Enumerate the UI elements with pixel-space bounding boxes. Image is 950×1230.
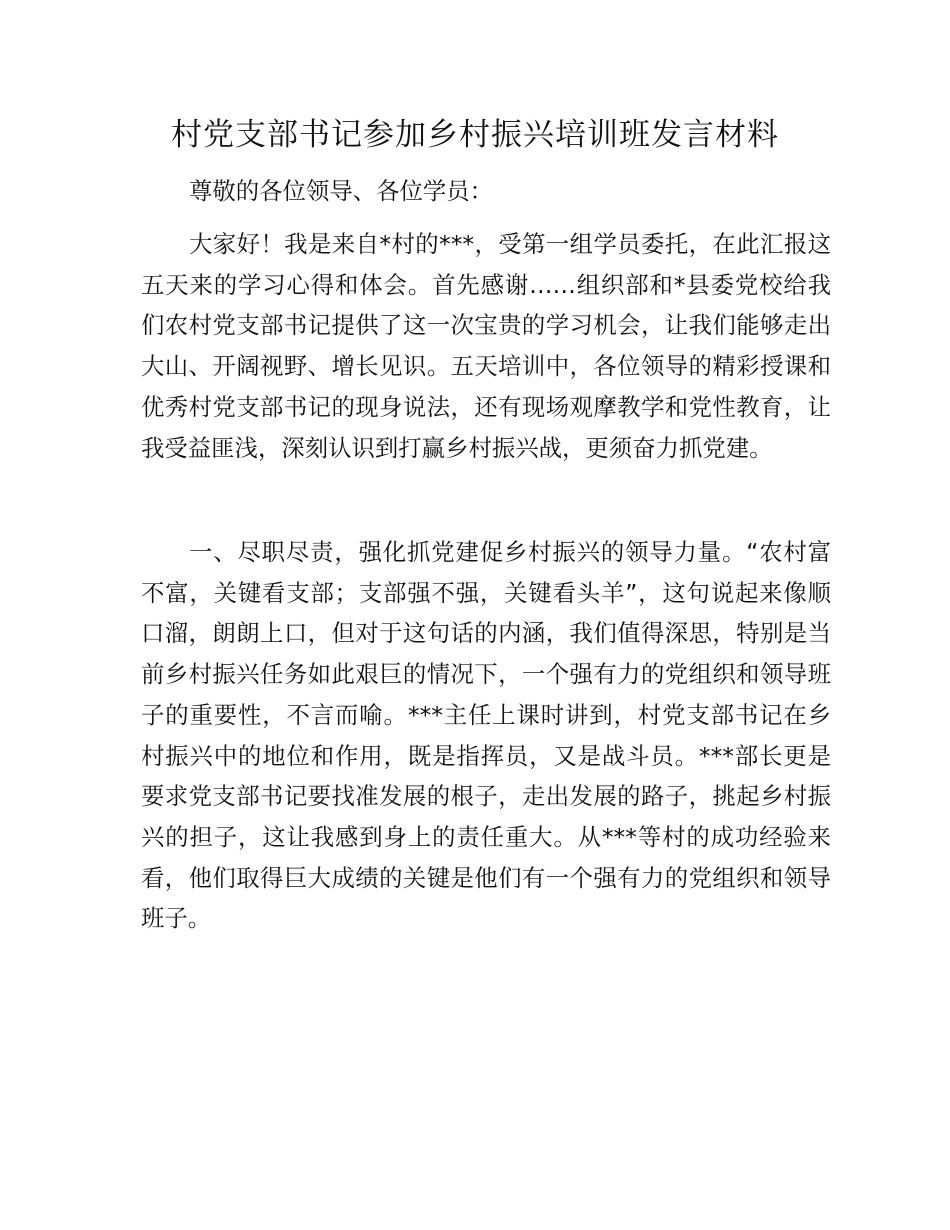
document-title: 村党支部书记参加乡村振兴培训班发言材料 xyxy=(171,117,779,153)
paragraph-intro: 大家好！我是来自*村的***，受第一组学员委托，在此汇报这五天来的学习心得和体会。首先感谢……组织部和*县委党校给我们农村党支部书记提供了这一次宝贵的学习机会，让我们能够走出大山、开阔视野、增长见识。五天培训中，各位领导的精彩授课和优秀村党支部书记的现身说法，还有现场观摩教学和党性教育，让我受益匪浅，深刻认识到打赢乡村振兴战，更须奋力抓党建。 xyxy=(141,230,831,462)
paragraph-section-one: 一、尽职尽责，强化抓党建促乡村振兴的领导力量。“农村富不富，关键看支部；支部强不强，关键看头羊”，这句说起来像顺口溜，朗朗上口，但对于这句话的内涵，我们值得深思，特别是当前乡村振兴任务如此艰巨的情况下，一个强有力的党组织和领导班子的重要性，不言而喻。***主任上课时讲到，村党支部书记在乡村振兴中的地位和作用，既是指挥员，又是战斗员。***部长更是要求党支部书记要找准发展的根子，走出发展的路子，挑起乡村振兴的担子，这让我感到身上的责任重大。从***等村的成功经验来看，他们取得巨大成绩的关键是他们有一个强有力的党组织和领导班子。 xyxy=(141,538,831,933)
salutation: 尊敬的各位领导、各位学员： xyxy=(189,177,494,205)
